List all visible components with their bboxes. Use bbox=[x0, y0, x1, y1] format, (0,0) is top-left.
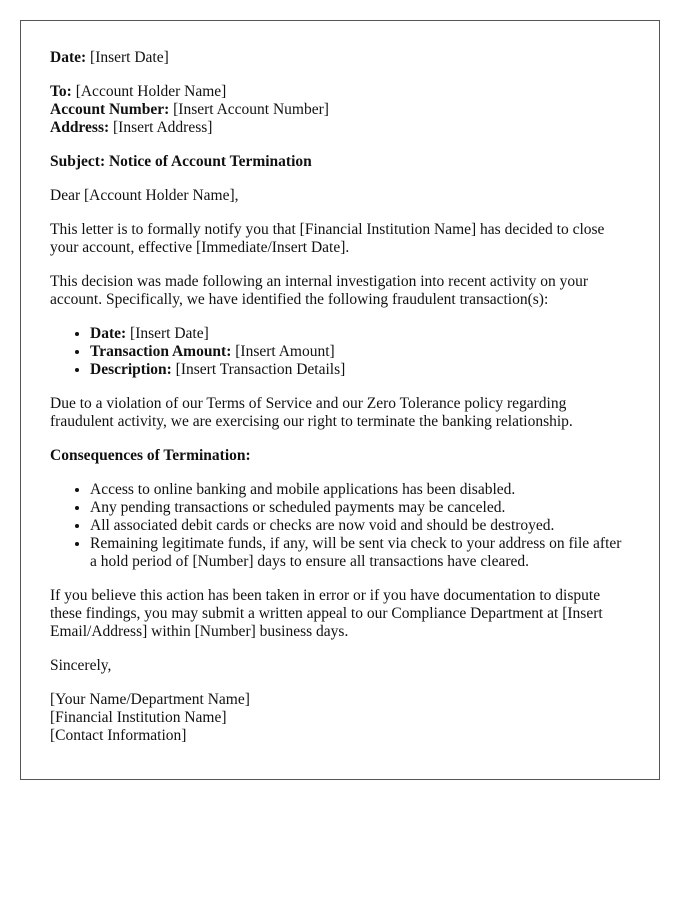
appeal-paragraph: If you believe this action has been taken in error or if you have documentation to dispute these findings, you may submit a written appeal to our Compliance Department at [Insert Email/Address] within [Number] business days. bbox=[50, 587, 603, 640]
signature-contact: [Contact Information] bbox=[50, 727, 187, 744]
transaction-date-value: [Insert Date] bbox=[126, 325, 209, 342]
consequences-heading: Consequences of Termination: bbox=[50, 447, 251, 464]
signature-institution: [Financial Institution Name] bbox=[50, 709, 227, 726]
list-item: • Any pending transactions or scheduled payments may be canceled. bbox=[90, 499, 630, 517]
transaction-description-label: Description: bbox=[90, 361, 172, 378]
list-item: • Remaining legitimate funds, if any, will be sent via check to your address on file after a hold period of [Number] days to ensure all transactions have cleared. bbox=[90, 535, 630, 571]
address-value: [Insert Address] bbox=[109, 119, 213, 136]
list-item bbox=[90, 343, 630, 361]
recipient-block bbox=[50, 83, 630, 137]
transaction-date-label: Date: bbox=[90, 325, 127, 342]
consequences-list bbox=[50, 481, 630, 571]
subject-line: Subject: Notice of Account Termination bbox=[50, 153, 312, 170]
transaction-description-value: [Insert Transaction Details] bbox=[171, 361, 346, 378]
list-item bbox=[90, 325, 630, 343]
signature-name: [Your Name/Department Name] bbox=[50, 691, 250, 708]
transaction-amount-label: Transaction Amount: bbox=[90, 343, 232, 360]
violation-paragraph: Due to a violation of our Terms of Service and our Zero Tolerance policy regarding fraudulent activity, we are exercising our right to terminate the banking relationship. bbox=[50, 395, 573, 430]
decision-paragraph: This decision was made following an internal investigation into recent activity on your account. Specifically, we have identified the following fraudulent transaction(s): bbox=[50, 273, 589, 308]
date-line bbox=[50, 49, 630, 67]
address-line bbox=[50, 119, 630, 137]
account-number-line bbox=[50, 101, 630, 119]
account-number-label: Account Number: bbox=[50, 101, 170, 118]
list-item bbox=[90, 361, 630, 379]
list-item: • All associated debit cards or checks are now void and should be destroyed. bbox=[90, 517, 630, 535]
account-number-value: [Insert Account Number] bbox=[169, 101, 329, 118]
transaction-list bbox=[50, 325, 630, 379]
date-value: [Insert Date] bbox=[86, 49, 169, 66]
closing: Sincerely, bbox=[50, 657, 112, 674]
to-value: [Account Holder Name] bbox=[71, 83, 227, 100]
letter bbox=[20, 20, 660, 780]
to-line bbox=[50, 83, 630, 101]
notify-paragraph: This letter is to formally notify you that [Financial Institution Name] has decided to close your account, effective [Immediate/Insert Date]. bbox=[50, 221, 605, 256]
to-label: To: bbox=[50, 83, 72, 100]
address-label: Address: bbox=[50, 119, 110, 136]
date-label: Date: bbox=[50, 49, 87, 66]
transaction-amount-value: [Insert Amount] bbox=[231, 343, 335, 360]
list-item: • Access to online banking and mobile applications has been disabled. bbox=[90, 481, 630, 499]
signature-block bbox=[50, 691, 630, 745]
salutation: Dear [Account Holder Name], bbox=[50, 187, 239, 204]
